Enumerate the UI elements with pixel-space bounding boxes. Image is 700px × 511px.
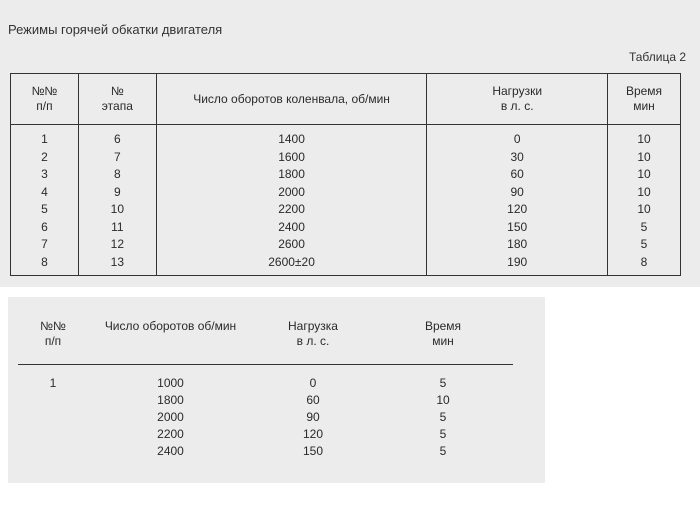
table-row: 2000 90 5: [157, 410, 447, 424]
table-row: 3 8 1800 60 10: [11, 166, 681, 184]
col-header-number: №№ п/п: [11, 74, 79, 125]
table-row: 1800 60 10: [157, 393, 450, 407]
table-row: 6 11 2400 150 5: [11, 219, 681, 237]
table-row: 4 9 2000 90 10: [11, 184, 681, 202]
table-row: 8 13 2600±20 190 8: [11, 254, 681, 276]
col-header-rpm: Число оборотов об/мин: [88, 313, 253, 365]
table-row: 2200 120 5: [157, 427, 447, 441]
table-row: 1 1000 0 5: [49, 376, 447, 390]
table-row: 2 7 1600 30 10: [11, 149, 681, 167]
col-header-number: №№ п/п: [18, 313, 88, 365]
col-header-rpm: Число оборотов коленвала, об/мин: [156, 74, 427, 125]
table-header-row: [18, 313, 513, 365]
table-row: 1 6 1400 0 10: [11, 125, 681, 149]
second-break-in-table: [18, 313, 513, 460]
col-header-time: Время мин: [608, 74, 681, 125]
col-header-load: Нагрузки в л. с.: [427, 74, 608, 125]
table-row: 2400 150 5: [157, 444, 447, 458]
document-title: Режимы горячей обкатки двигателя: [8, 22, 223, 37]
table-row: 7 12 2600 180 5: [11, 236, 681, 254]
col-header-load: Нагрузка в л. с.: [253, 313, 373, 365]
table-header-row: [11, 74, 681, 125]
table-caption: Таблица 2: [628, 50, 686, 64]
table-row: 5 10 2200 120 10: [11, 201, 681, 219]
col-header-stage: № этапа: [78, 74, 156, 125]
col-header-time: Время мин: [373, 313, 513, 365]
break-in-table: [10, 73, 681, 276]
